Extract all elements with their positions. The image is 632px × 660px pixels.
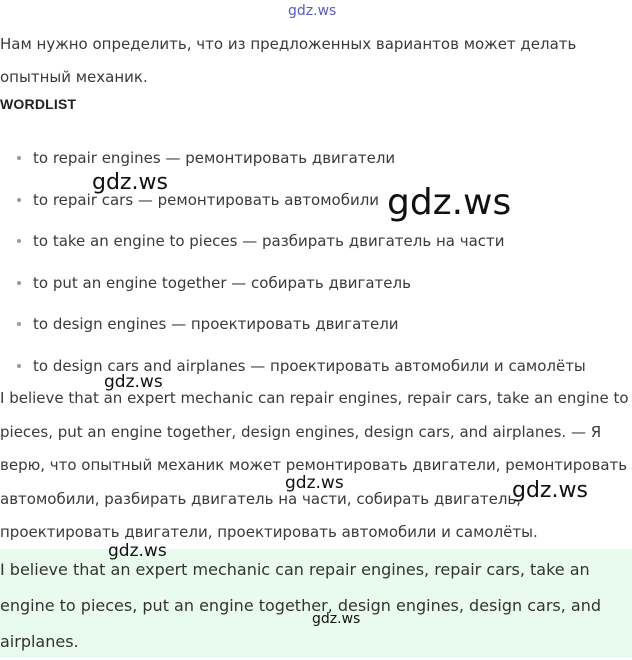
watermark-top: gdz.ws bbox=[288, 3, 337, 19]
answer-highlight-text: I believe that an expert mechanic can repair engines, repair cars, take an engine to pieces, put an engine together, design engines, design cars, and airplanes. bbox=[0, 560, 602, 651]
bullet-icon bbox=[17, 281, 21, 285]
bullet-icon bbox=[17, 156, 21, 160]
list-item bbox=[0, 182, 586, 224]
list-item bbox=[0, 265, 586, 307]
watermark: gdz.ws bbox=[285, 473, 344, 493]
list-item-text: to put an engine together — собирать двигатель bbox=[33, 273, 411, 292]
list-item-text: to repair engines — ремонтировать двигатели bbox=[33, 149, 396, 167]
intro-text: Нам нужно определить, что из предложенных вариантов может делать опытный механик. bbox=[0, 35, 577, 86]
bullet-icon bbox=[17, 198, 21, 202]
bullet-icon bbox=[17, 364, 21, 368]
list-item bbox=[0, 306, 586, 348]
bullet-icon bbox=[17, 322, 21, 326]
list-item-text: to design engines — проектировать двигатели bbox=[33, 315, 399, 334]
list-item-text: to repair cars — ремонтировать автомобили bbox=[33, 190, 380, 209]
watermark: gdz.ws bbox=[92, 170, 168, 195]
answer-with-translation: I believe that an expert mechanic can repair engines, repair cars, take an engine to pieces, put an engine together, design engines, design cars, and airplanes. — Я верю, что опытный механик может ремонтировать двигатели, ремонтировать автомобили, разбирать двигатель на части, собирать двигатель, проектировать двигатели, проектировать автомобили и самолёты. bbox=[0, 389, 629, 542]
bullet-icon bbox=[17, 239, 21, 243]
list-item-text: to design cars and airplanes — проектировать автомобили и самолёты bbox=[33, 356, 586, 375]
watermark: gdz.ws bbox=[108, 541, 167, 561]
watermark: gdz.ws bbox=[387, 182, 512, 223]
word-list bbox=[0, 140, 586, 390]
watermark: gdz.ws bbox=[104, 372, 163, 392]
list-item bbox=[0, 140, 586, 182]
wordlist-heading: WORDLIST bbox=[0, 96, 77, 112]
list-item-text: to take an engine to pieces — разбирать двигатель на части bbox=[33, 232, 505, 251]
watermark: gdz.ws bbox=[312, 611, 361, 627]
watermark: gdz.ws bbox=[512, 478, 588, 503]
list-item bbox=[0, 223, 586, 265]
